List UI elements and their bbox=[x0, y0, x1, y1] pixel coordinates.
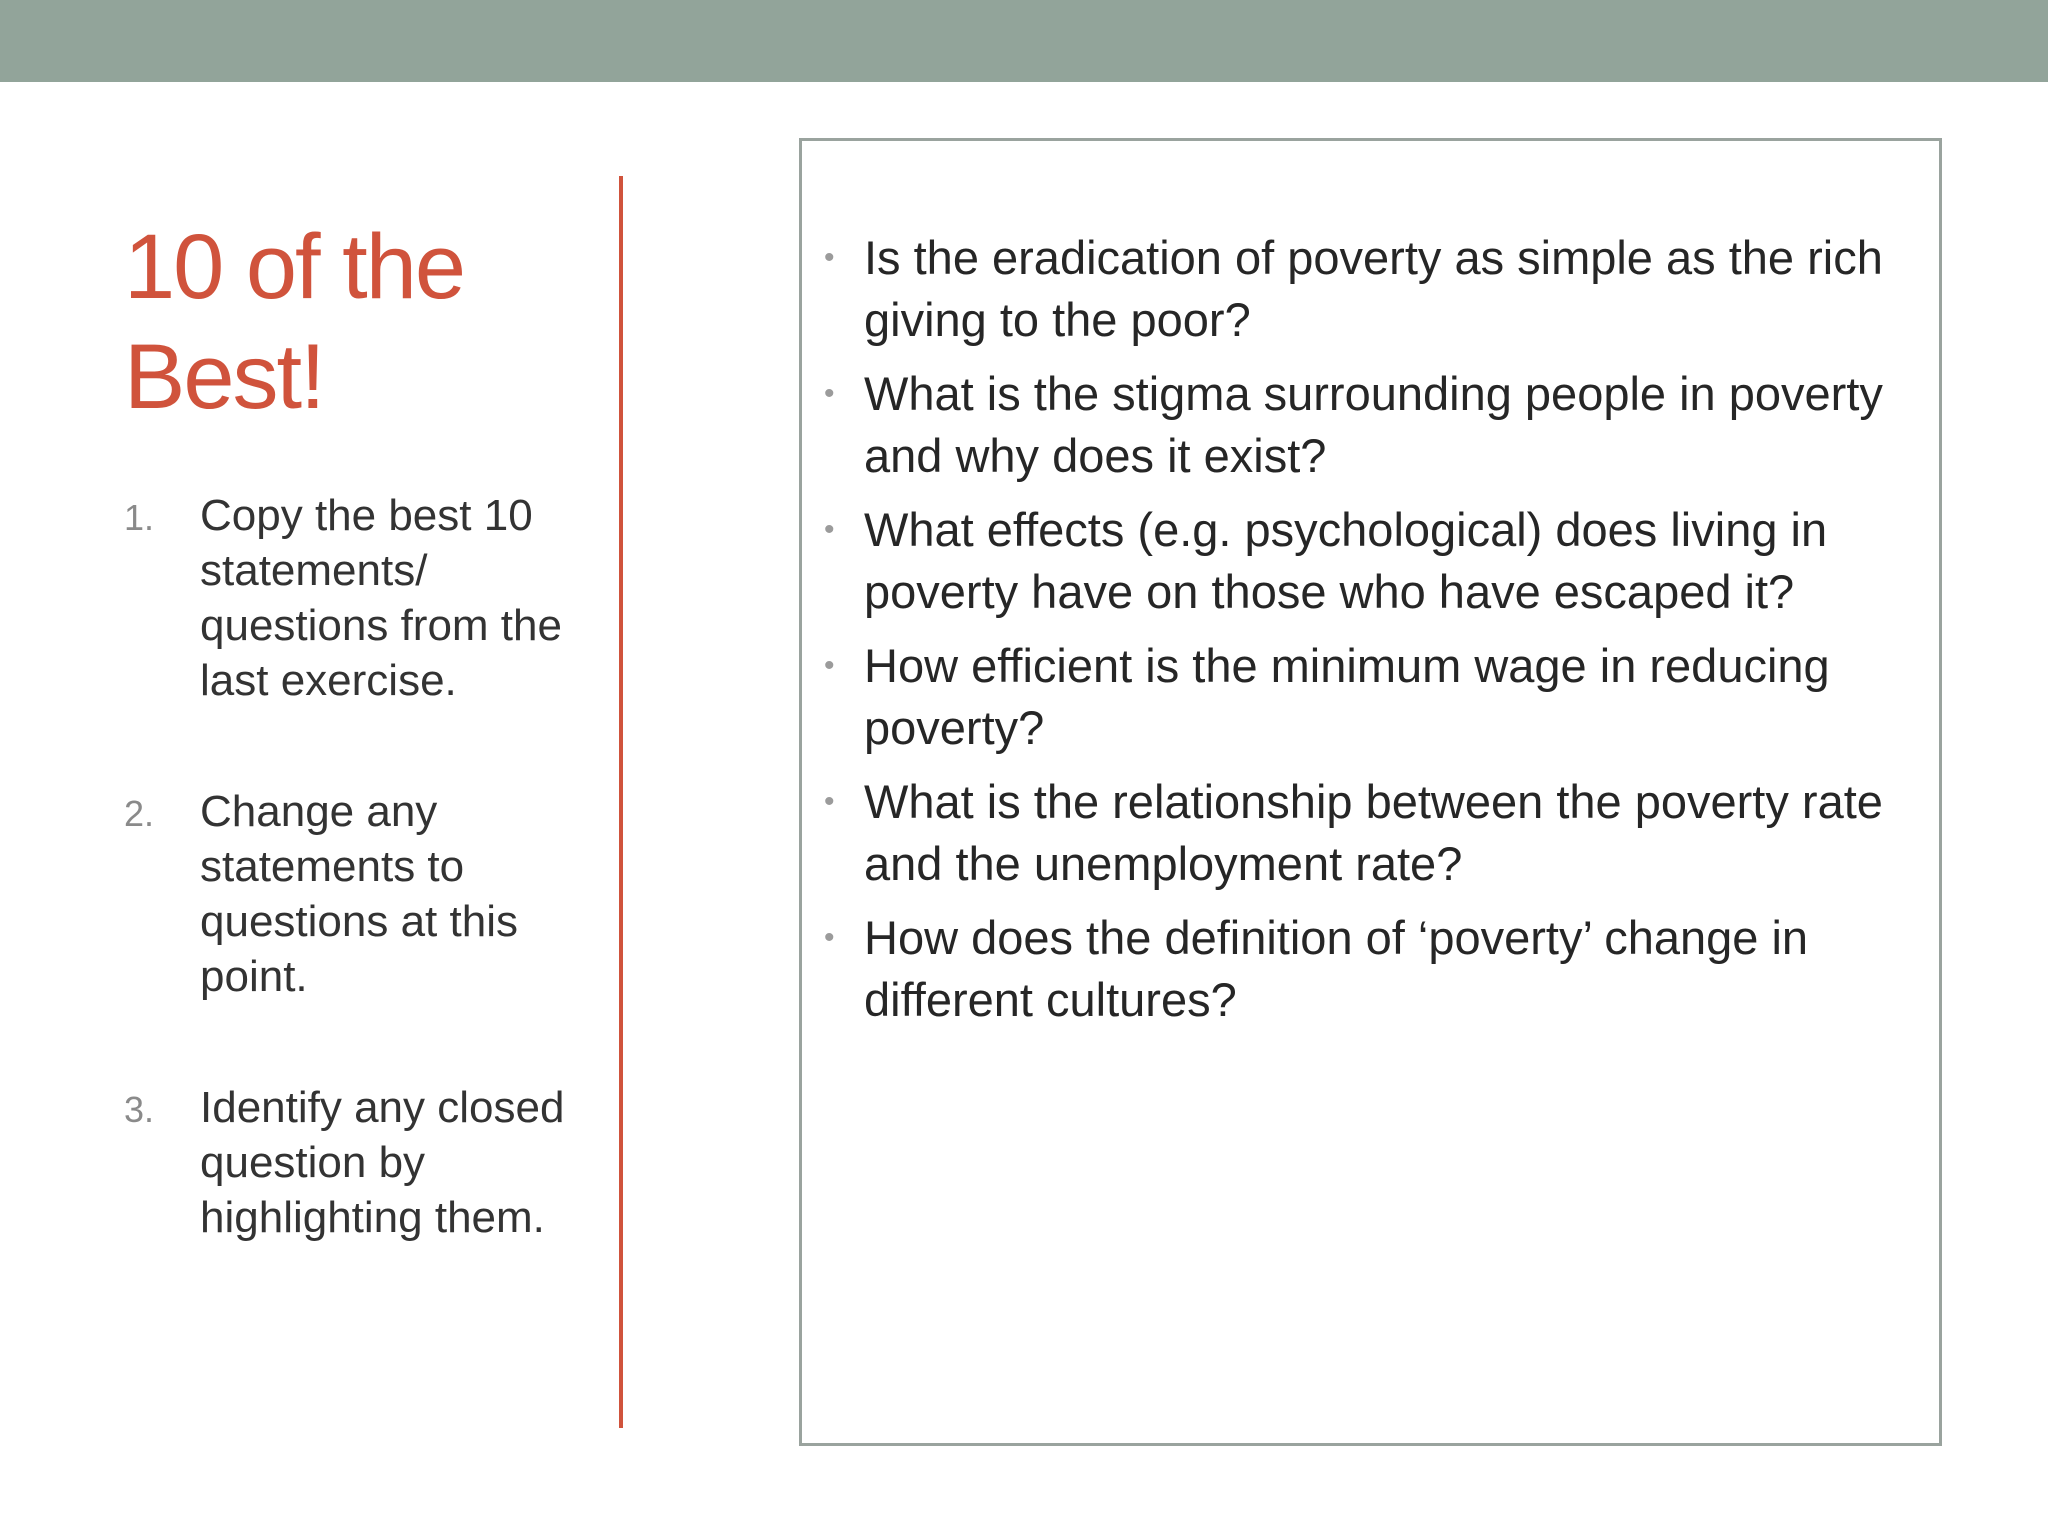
bullet-icon: • bbox=[824, 921, 835, 954]
header-bar bbox=[0, 0, 2048, 82]
instruction-item bbox=[124, 1080, 594, 1245]
question-item bbox=[802, 771, 1945, 895]
bullet-icon: • bbox=[824, 241, 835, 274]
question-item bbox=[802, 227, 1945, 351]
instruction-item bbox=[124, 488, 594, 708]
question-text: How does the definition of ‘poverty’ change in different cultures? bbox=[864, 911, 1809, 1026]
question-text: What is the relationship between the poverty rate and the unemployment rate? bbox=[864, 775, 1883, 890]
instruction-text: Identify any closed question by highlighting them. bbox=[200, 1083, 565, 1242]
question-text: What is the stigma surrounding people in poverty and why does it exist? bbox=[864, 367, 1883, 482]
instruction-text: Change any statements to questions at this point. bbox=[200, 787, 518, 1001]
instruction-text: Copy the best 10 statements/ questions from the last exercise. bbox=[200, 491, 562, 705]
question-item bbox=[802, 363, 1945, 487]
instructions-list bbox=[124, 488, 594, 1245]
question-item bbox=[802, 907, 1945, 1031]
instruction-number: 1. bbox=[124, 497, 155, 538]
slide-title: 10 of the Best! bbox=[124, 216, 465, 428]
vertical-divider bbox=[619, 176, 623, 1428]
question-text: How efficient is the minimum wage in reducing poverty? bbox=[864, 639, 1830, 754]
question-text: Is the eradication of poverty as simple as the rich giving to the poor? bbox=[864, 231, 1883, 346]
bullet-icon: • bbox=[824, 649, 835, 682]
instruction-item bbox=[124, 784, 594, 1004]
bullet-icon: • bbox=[824, 785, 835, 818]
bullet-icon: • bbox=[824, 513, 835, 546]
question-item bbox=[802, 635, 1945, 759]
questions-list bbox=[802, 227, 1945, 1043]
instruction-number: 3. bbox=[124, 1089, 155, 1130]
instruction-number: 2. bbox=[124, 793, 155, 834]
question-text: What effects (e.g. psychological) does living in poverty have on those who have escaped it? bbox=[864, 503, 1828, 618]
questions-text-box[interactable] bbox=[799, 138, 1942, 1446]
question-item bbox=[802, 499, 1945, 623]
bullet-icon: • bbox=[824, 377, 835, 410]
